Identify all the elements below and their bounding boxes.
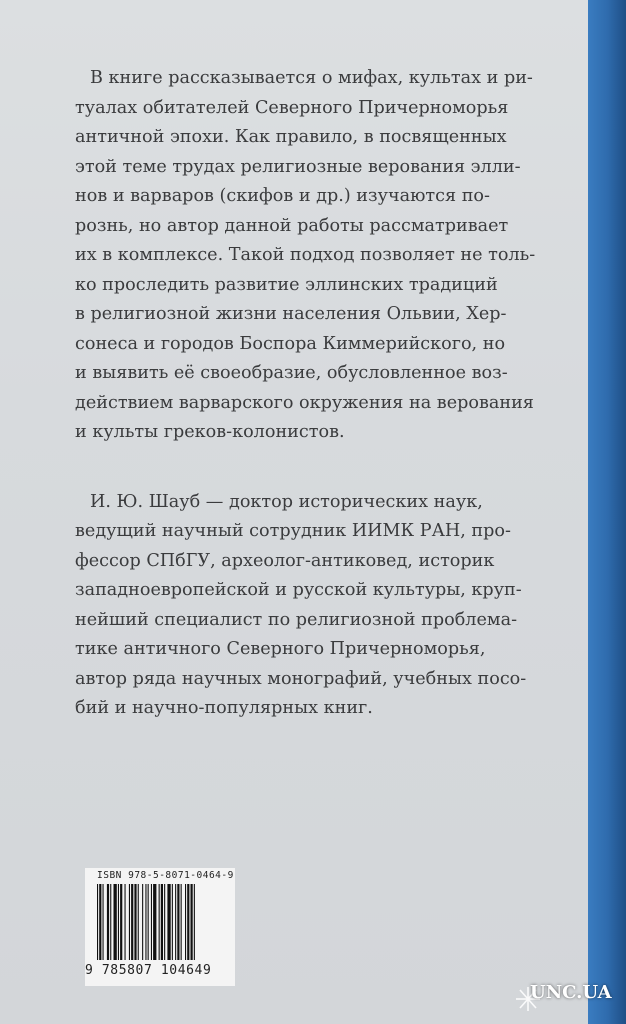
barcode-bar — [97, 884, 98, 960]
bio-line: нейший специалист по религиозной проблема- — [75, 610, 518, 630]
barcode-bar — [191, 884, 193, 960]
barcode-bar — [187, 884, 189, 960]
barcode-bar — [118, 884, 119, 960]
bio-line: И. Ю. Шауб — доктор исторических наук, — [90, 492, 483, 512]
annotation-line: действием варварского окружения на верования — [75, 393, 534, 413]
barcode-bar — [181, 884, 182, 960]
annotation-line: сонеса и городов Боспора Киммерийского, но — [75, 334, 506, 354]
barcode-bar — [172, 884, 173, 960]
bio-line: автор ряда научных монографий, учебных посо- — [75, 669, 527, 689]
barcode-bar — [161, 884, 163, 960]
barcode-bar — [153, 884, 156, 960]
barcode-bar — [164, 884, 165, 960]
barcode-bar — [114, 884, 117, 960]
bio-line: ведущий научный сотрудник ИИМК РАН, про- — [75, 521, 511, 541]
bio-line: фессор СПбГУ, археолог-антиковед, историк — [75, 551, 495, 571]
bio-line: бий и научно-популярных книг. — [75, 698, 373, 718]
isbn-label: ISBN 978-5-8071-0464-9 — [97, 870, 234, 881]
barcode-bar — [134, 884, 136, 960]
annotation-line: В книге рассказывается о мифах, культах и ри- — [90, 68, 533, 88]
annotation-line: и культы греков-колонистов. — [75, 422, 345, 442]
annotation-line: ко проследить развитие эллинских традиций — [75, 275, 498, 295]
annotation-line: античной эпохи. Как правило, в посвященных — [75, 127, 507, 147]
barcode-bar — [110, 884, 111, 960]
isbn-barcode — [85, 868, 235, 986]
annotation-line: и выявить её своеобразие, обусловленное воз- — [75, 363, 508, 383]
bio-line: тике античного Северного Причерноморья, — [75, 639, 486, 659]
barcode-digits: 9 785807 104649 — [85, 963, 212, 978]
barcode-bar — [145, 884, 146, 960]
barcode-bar — [120, 884, 122, 960]
barcode-bar — [138, 884, 139, 960]
annotation-line: рознь, но автор данной работы рассматривает — [75, 216, 509, 236]
barcode-bar — [125, 884, 126, 960]
annotation-line: туалах обитателей Северного Причерноморья — [75, 98, 509, 118]
barcode-bar — [194, 884, 195, 960]
annotation-line: этой теме трудах религиозные верования элли- — [75, 157, 521, 177]
watermark-text: UNC.UA — [530, 982, 612, 1003]
annotation-line: в религиозной жизни населения Ольвии, Хер- — [75, 304, 507, 324]
cover-spine-edge — [588, 0, 626, 1024]
barcode-bar — [151, 884, 152, 960]
barcode-bar — [129, 884, 130, 960]
barcode-bar — [177, 884, 179, 960]
barcode-bar — [142, 884, 143, 960]
barcode-bar — [103, 884, 104, 960]
barcode-bar — [167, 884, 170, 960]
barcode-bar — [148, 884, 149, 960]
annotation-line: их в комплексе. Такой подход позволяет не толь- — [75, 245, 536, 265]
barcode-bar — [107, 884, 109, 960]
barcode-bar — [175, 884, 176, 960]
bio-line: западноевропейской и русской культуры, круп- — [75, 580, 522, 600]
barcode-bar — [99, 884, 101, 960]
barcode-bar — [185, 884, 186, 960]
annotation-line: нов и варваров (скифов и др.) изучаются по- — [75, 186, 490, 206]
barcode-bar — [159, 884, 160, 960]
barcode-bar — [131, 884, 133, 960]
